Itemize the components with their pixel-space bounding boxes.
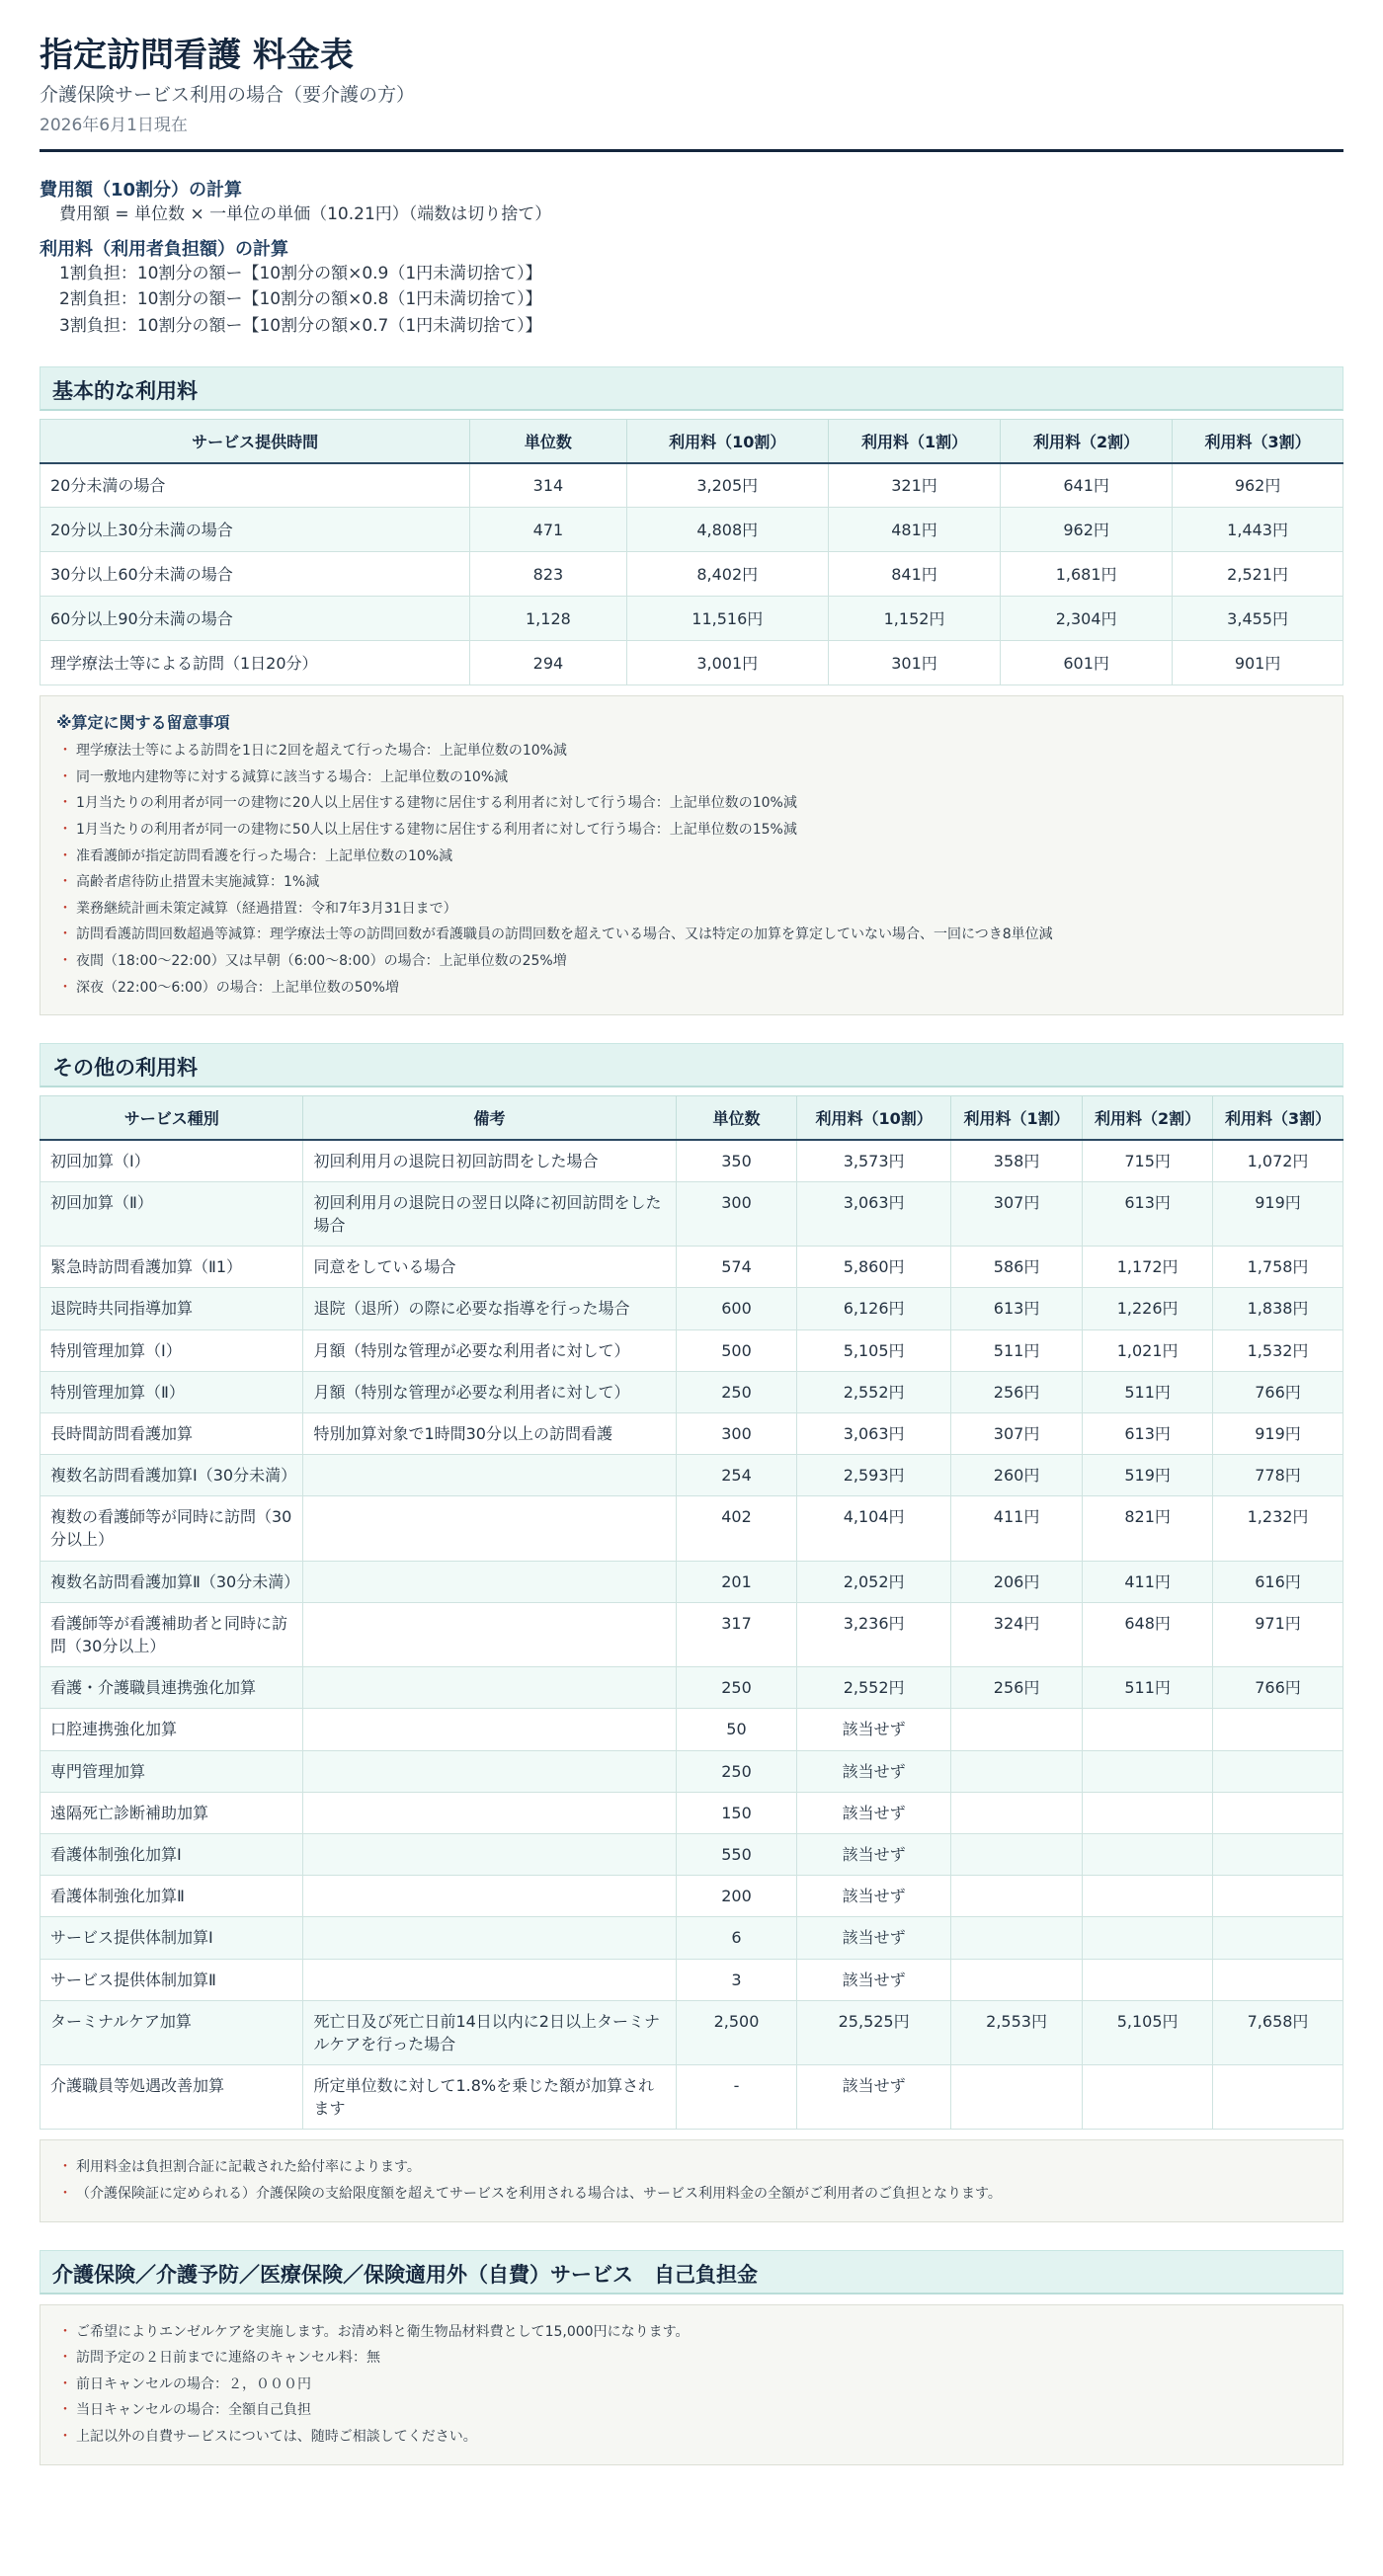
table-cell: 307円 <box>950 1412 1082 1454</box>
column-header: 利用料（1割） <box>828 420 1000 463</box>
list-item: ・ 1月当たりの利用者が同一の建物に20人以上居住する建物に居住する利用者に対して行う場合：上記単位数の10%減 <box>56 790 1327 817</box>
table-cell: 該当せず <box>797 1792 951 1833</box>
column-header: 備考 <box>303 1096 676 1140</box>
table-cell: 481円 <box>828 508 1000 552</box>
table-cell: 250 <box>676 1667 797 1709</box>
list-item: ・ 当日キャンセルの場合：全額自己負担 <box>56 2397 1327 2424</box>
table-cell <box>1213 1792 1343 1833</box>
table-cell: 613円 <box>950 1288 1082 1329</box>
table-row <box>41 1455 1343 1496</box>
table-cell: 複数名訪問看護加算Ⅰ（30分未満） <box>41 1455 303 1496</box>
table-cell: 1,072円 <box>1213 1140 1343 1182</box>
table-cell <box>303 1602 676 1666</box>
table-cell: 同意をしている場合 <box>303 1247 676 1288</box>
table-cell: 3,063円 <box>797 1181 951 1246</box>
table-cell: 294 <box>470 641 626 685</box>
table-cell: 該当せず <box>797 1750 951 1792</box>
table-cell: 4,104円 <box>797 1496 951 1561</box>
table-cell: 理学療法士等による訪問（1日20分） <box>41 641 470 685</box>
table-cell: 1,128 <box>470 597 626 641</box>
table-cell <box>1083 1876 1213 1917</box>
table-row <box>41 1247 1343 1288</box>
table-cell: 511円 <box>1083 1371 1213 1412</box>
table-cell: 778円 <box>1213 1455 1343 1496</box>
table-cell: 301円 <box>828 641 1000 685</box>
table-cell: 看護師等が看護補助者と同時に訪問（30分以上） <box>41 1602 303 1666</box>
table-cell <box>1083 1959 1213 2000</box>
column-header: 利用料（1割） <box>950 1096 1082 1140</box>
column-header: サービス種別 <box>41 1096 303 1140</box>
table-cell: 1,232円 <box>1213 1496 1343 1561</box>
table-cell: 256円 <box>950 1371 1082 1412</box>
table-cell: 2,552円 <box>797 1371 951 1412</box>
column-header: 利用料（10割） <box>626 420 828 463</box>
table-row <box>41 2065 1343 2130</box>
table-row <box>41 641 1343 685</box>
self-pay-heading: 介護保険／介護予防／医療保険／保険適用外（自費）サービス 自己負担金 <box>40 2250 1343 2294</box>
table-cell: 321円 <box>828 463 1000 508</box>
table-cell: 退院時共同指導加算 <box>41 1288 303 1329</box>
table-cell: 20分未満の場合 <box>41 463 470 508</box>
effective-date: 2026年6月1日現在 <box>40 115 188 135</box>
table-cell: 260円 <box>950 1455 1082 1496</box>
table-row <box>41 1959 1343 2000</box>
notes-title: ※算定に関する留意事項 <box>56 713 230 733</box>
list-item: ・ 深夜（22:00〜6:00）の場合：上記単位数の50%増 <box>56 975 1327 1002</box>
table-cell: 初回利用月の退院日の翌日以降に初回訪問をした場合 <box>303 1181 676 1246</box>
table-cell: 看護体制強化加算Ⅰ <box>41 1833 303 1875</box>
table-cell: 6,126円 <box>797 1288 951 1329</box>
table-cell: 2,553円 <box>950 2000 1082 2064</box>
table-cell: 613円 <box>1083 1412 1213 1454</box>
table-cell: 1,226円 <box>1083 1288 1213 1329</box>
table-row <box>41 1329 1343 1371</box>
table-row <box>41 1140 1343 1182</box>
calculation-notes <box>40 695 1343 1015</box>
list-item: ・ 理学療法士等による訪問を1日に2回を超えて行った場合：上記単位数の10%減 <box>56 738 1327 765</box>
table-cell: 613円 <box>1083 1181 1213 1246</box>
table-cell: 長時間訪問看護加算 <box>41 1412 303 1454</box>
table-cell: 715円 <box>1083 1140 1213 1182</box>
table-cell: 254 <box>676 1455 797 1496</box>
table-row <box>41 1496 1343 1561</box>
table-cell: 3,573円 <box>797 1140 951 1182</box>
table-cell: 1,758円 <box>1213 1247 1343 1288</box>
table-cell: 60分以上90分未満の場合 <box>41 597 470 641</box>
list-item: ・ 1月当たりの利用者が同一の建物に50人以上居住する建物に居住する利用者に対して行う場合：上記単位数の15%減 <box>56 817 1327 844</box>
column-header: 利用料（10割） <box>797 1096 951 1140</box>
table-cell: 3,063円 <box>797 1412 951 1454</box>
table-cell <box>1213 1917 1343 1959</box>
table-cell <box>303 1709 676 1750</box>
table-cell: 402 <box>676 1496 797 1561</box>
title-divider <box>40 149 1343 152</box>
table-cell: 1,443円 <box>1173 508 1343 552</box>
table-cell: 11,516円 <box>626 597 828 641</box>
table-cell: 471 <box>470 508 626 552</box>
table-cell: 317 <box>676 1602 797 1666</box>
table-cell: 2,521円 <box>1173 552 1343 597</box>
table-cell <box>1083 1709 1213 1750</box>
table-cell <box>1213 1709 1343 1750</box>
list-item: ・ 訪問予定の２日前までに連絡のキャンセル料：無 <box>56 2345 1327 2372</box>
table-cell <box>1083 1917 1213 1959</box>
cost-calc-formula: 費用額 = 単位数 × 一単位の単価（10.21円）（端数は切り捨て） <box>59 203 552 224</box>
table-cell: 5,105円 <box>797 1329 951 1371</box>
table-cell: 300 <box>676 1181 797 1246</box>
table-cell <box>1213 1833 1343 1875</box>
column-header: 利用料（2割） <box>1001 420 1173 463</box>
table-row <box>41 1917 1343 1959</box>
table-row <box>41 508 1343 552</box>
table-cell <box>1083 1750 1213 1792</box>
table-cell: 250 <box>676 1371 797 1412</box>
column-header: 利用料（2割） <box>1083 1096 1213 1140</box>
table-cell: 519円 <box>1083 1455 1213 1496</box>
table-cell: 350 <box>676 1140 797 1182</box>
page-title: 指定訪問看護 料金表 <box>40 36 354 75</box>
table-cell: 初回利用月の退院日初回訪問をした場合 <box>303 1140 676 1182</box>
table-cell: 初回加算（Ⅱ） <box>41 1181 303 1246</box>
table-cell: 511円 <box>1083 1667 1213 1709</box>
table-row <box>41 1833 1343 1875</box>
table-row <box>41 463 1343 508</box>
user-charge-calculation <box>40 235 1343 339</box>
basic-fee-table <box>40 419 1343 685</box>
table-cell <box>950 2065 1082 2130</box>
table-cell <box>303 1792 676 1833</box>
column-header: 利用料（3割） <box>1173 420 1343 463</box>
table-cell: 766円 <box>1213 1371 1343 1412</box>
table-cell: 該当せず <box>797 2065 951 2130</box>
table-cell: 962円 <box>1001 508 1173 552</box>
table-row <box>41 1667 1343 1709</box>
table-cell: 1,172円 <box>1083 1247 1213 1288</box>
table-cell <box>1213 1876 1343 1917</box>
column-header: 利用料（3割） <box>1213 1096 1343 1140</box>
table-cell: 971円 <box>1213 1602 1343 1666</box>
table-cell <box>1083 1792 1213 1833</box>
table-cell <box>303 1833 676 1875</box>
table-cell: - <box>676 2065 797 2130</box>
table-cell: 特別加算対象で1時間30分以上の訪問看護 <box>303 1412 676 1454</box>
table-cell: 所定単位数に対して1.8%を乗じた額が加算されます <box>303 2065 676 2130</box>
table-cell: 766円 <box>1213 1667 1343 1709</box>
table-row <box>41 1371 1343 1412</box>
table-cell: 1,838円 <box>1213 1288 1343 1329</box>
doc-header <box>40 36 1343 152</box>
column-header: サービス提供時間 <box>41 420 470 463</box>
table-cell: 206円 <box>950 1561 1082 1602</box>
table-row <box>41 1602 1343 1666</box>
table-cell: 574 <box>676 1247 797 1288</box>
table-cell: 616円 <box>1213 1561 1343 1602</box>
user-calc-heading: 利用料（利用者負担額）の計算 <box>40 239 288 261</box>
table-cell: 30分以上60分未満の場合 <box>41 552 470 597</box>
list-item: ・ 夜間（18:00〜22:00）又は早朝（6:00〜8:00）の場合：上記単位数の25%増 <box>56 948 1327 975</box>
user-calc-line-1: 1割負担：10割分の額ー【10割分の額×0.9（1円未満切捨て）】 <box>59 264 542 284</box>
table-cell: 3 <box>676 1959 797 2000</box>
table-row <box>41 1792 1343 1833</box>
table-cell <box>950 1917 1082 1959</box>
table-cell: 1,681円 <box>1001 552 1173 597</box>
table-cell <box>303 1561 676 1602</box>
table-cell: 1,532円 <box>1213 1329 1343 1371</box>
table-cell: 641円 <box>1001 463 1173 508</box>
table-cell: 648円 <box>1083 1602 1213 1666</box>
table-cell: 256円 <box>950 1667 1082 1709</box>
table-cell: 50 <box>676 1709 797 1750</box>
table-cell <box>1213 1959 1343 2000</box>
table-cell: 8,402円 <box>626 552 828 597</box>
user-calc-line-2: 2割負担：10割分の額ー【10割分の額×0.8（1円未満切捨て）】 <box>59 289 542 310</box>
table-cell: 411円 <box>950 1496 1082 1561</box>
table-cell: 200 <box>676 1876 797 1917</box>
list-item: ・ 同一敷地内建物等に対する減算に該当する場合：上記単位数の10%減 <box>56 765 1327 791</box>
table-cell: 該当せず <box>797 1917 951 1959</box>
table-cell: 324円 <box>950 1602 1082 1666</box>
table-cell: 201 <box>676 1561 797 1602</box>
list-item: ・ 利用料金は負担割合証に記載された給付率によります。 <box>56 2154 1327 2181</box>
table-cell <box>950 1750 1082 1792</box>
table-cell: サービス提供体制加算Ⅱ <box>41 1959 303 2000</box>
table-cell: 2,304円 <box>1001 597 1173 641</box>
table-cell <box>1213 2065 1343 2130</box>
table-row <box>41 552 1343 597</box>
table-cell: 962円 <box>1173 463 1343 508</box>
table-cell: 5,860円 <box>797 1247 951 1288</box>
table-row <box>41 1412 1343 1454</box>
table-cell: 月額（特別な管理が必要な利用者に対して） <box>303 1329 676 1371</box>
self-pay-notes <box>40 2304 1343 2465</box>
table-cell: 退院（退所）の際に必要な指導を行った場合 <box>303 1288 676 1329</box>
table-cell: 500 <box>676 1329 797 1371</box>
list-item: ・ 高齢者虐待防止措置未実施減算：1%減 <box>56 869 1327 896</box>
table-row <box>41 1561 1343 1602</box>
table-cell: 3,205円 <box>626 463 828 508</box>
table-cell: 358円 <box>950 1140 1082 1182</box>
cost-calc-heading: 費用額（10割分）の計算 <box>40 179 243 201</box>
table-cell <box>1083 2065 1213 2130</box>
table-cell: 4,808円 <box>626 508 828 552</box>
table-cell: 919円 <box>1213 1181 1343 1246</box>
list-item: ・ 業務継続計画未策定減算（経過措置：令和7年3月31日まで） <box>56 896 1327 923</box>
table-cell: 586円 <box>950 1247 1082 1288</box>
table-cell <box>303 1917 676 1959</box>
table-cell <box>950 1959 1082 2000</box>
cost-calculation <box>40 176 1343 227</box>
table-cell <box>950 1876 1082 1917</box>
table-cell: 特別管理加算（Ⅱ） <box>41 1371 303 1412</box>
table-cell <box>303 1876 676 1917</box>
list-item: ・ 上記以外の自費サービスについては、随時ご相談してください。 <box>56 2424 1327 2451</box>
table-cell: 複数の看護師等が同時に訪問（30分以上） <box>41 1496 303 1561</box>
table-cell <box>303 1959 676 2000</box>
table-cell: 複数名訪問看護加算Ⅱ（30分未満） <box>41 1561 303 1602</box>
table-cell: 550 <box>676 1833 797 1875</box>
table-cell: 314 <box>470 463 626 508</box>
table-cell: 該当せず <box>797 1833 951 1875</box>
table-cell: 専門管理加算 <box>41 1750 303 1792</box>
table-row <box>41 1288 1343 1329</box>
table-cell: 307円 <box>950 1181 1082 1246</box>
table-cell: 250 <box>676 1750 797 1792</box>
list-item: ・ 訪問看護訪問回数超過等減算：理学療法士等の訪問回数が看護職員の訪問回数を超えている場合、又は特定の加算を算定していない場合、一回につき8単位減 <box>56 922 1327 948</box>
table-cell <box>303 1455 676 1496</box>
table-cell: 821円 <box>1083 1496 1213 1561</box>
other-notes-list <box>56 2154 1327 2207</box>
table-cell: 該当せず <box>797 1709 951 1750</box>
table-cell: 511円 <box>950 1329 1082 1371</box>
table-cell: 2,552円 <box>797 1667 951 1709</box>
table-cell: 該当せず <box>797 1959 951 2000</box>
list-item: ・ （介護保険証に定められる）介護保険の支給限度額を超えてサービスを利用される場合は、サービス利用料金の全額がご利用者のご負担となります。 <box>56 2181 1327 2208</box>
self-pay-list <box>56 2319 1327 2451</box>
table-cell: 901円 <box>1173 641 1343 685</box>
table-cell: 919円 <box>1213 1412 1343 1454</box>
table-cell: 1,021円 <box>1083 1329 1213 1371</box>
table-row <box>41 1876 1343 1917</box>
table-cell: 300 <box>676 1412 797 1454</box>
table-cell: 月額（特別な管理が必要な利用者に対して） <box>303 1371 676 1412</box>
table-cell: 411円 <box>1083 1561 1213 1602</box>
table-cell: 5,105円 <box>1083 2000 1213 2064</box>
table-cell: 150 <box>676 1792 797 1833</box>
table-cell: サービス提供体制加算Ⅰ <box>41 1917 303 1959</box>
table-cell: 1,152円 <box>828 597 1000 641</box>
table-cell <box>950 1833 1082 1875</box>
table-cell <box>303 1750 676 1792</box>
notes-list <box>56 738 1327 1001</box>
table-cell: ターミナルケア加算 <box>41 2000 303 2064</box>
table-cell: 2,052円 <box>797 1561 951 1602</box>
table-cell: 看護体制強化加算Ⅱ <box>41 1876 303 1917</box>
table-cell: 25,525円 <box>797 2000 951 2064</box>
column-header: 単位数 <box>470 420 626 463</box>
table-row <box>41 1181 1343 1246</box>
table-cell: 死亡日及び死亡日前14日以内に2日以上ターミナルケアを行った場合 <box>303 2000 676 2064</box>
table-cell: 3,236円 <box>797 1602 951 1666</box>
table-cell: 介護職員等処遇改善加算 <box>41 2065 303 2130</box>
table-cell <box>303 1496 676 1561</box>
table-cell: 3,455円 <box>1173 597 1343 641</box>
table-cell: 遠隔死亡診断補助加算 <box>41 1792 303 1833</box>
other-fee-heading: その他の利用料 <box>40 1043 1343 1087</box>
table-cell <box>950 1709 1082 1750</box>
table-cell: 緊急時訪問看護加算（Ⅱ1） <box>41 1247 303 1288</box>
table-cell: 823 <box>470 552 626 597</box>
table-row <box>41 1709 1343 1750</box>
table-cell: 841円 <box>828 552 1000 597</box>
basic-fee-heading: 基本的な利用料 <box>40 366 1343 411</box>
table-cell <box>1083 1833 1213 1875</box>
table-cell: 2,500 <box>676 2000 797 2064</box>
table-cell: 6 <box>676 1917 797 1959</box>
table-cell: 該当せず <box>797 1876 951 1917</box>
list-item: ・ ご希望によりエンゼルケアを実施します。お清め料と衛生物品材料費として15,000円になります。 <box>56 2319 1327 2346</box>
list-item: ・ 前日キャンセルの場合：２，０００円 <box>56 2372 1327 2398</box>
page-subtitle: 介護保険サービス利用の場合（要介護の方） <box>40 83 416 106</box>
table-row <box>41 597 1343 641</box>
table-row <box>41 1750 1343 1792</box>
column-header: 単位数 <box>676 1096 797 1140</box>
table-cell: 600 <box>676 1288 797 1329</box>
user-calc-line-3: 3割負担：10割分の額ー【10割分の額×0.7（1円未満切捨て）】 <box>59 315 542 336</box>
table-cell: 2,593円 <box>797 1455 951 1496</box>
table-cell: 3,001円 <box>626 641 828 685</box>
table-cell: 7,658円 <box>1213 2000 1343 2064</box>
table-cell: 601円 <box>1001 641 1173 685</box>
table-cell: 口腔連携強化加算 <box>41 1709 303 1750</box>
table-cell <box>1213 1750 1343 1792</box>
table-cell <box>950 1792 1082 1833</box>
table-cell: 特別管理加算（Ⅰ） <box>41 1329 303 1371</box>
list-item: ・ 准看護師が指定訪問看護を行った場合：上記単位数の10%減 <box>56 844 1327 870</box>
table-row <box>41 2000 1343 2064</box>
table-cell: 看護・介護職員連携強化加算 <box>41 1667 303 1709</box>
other-fee-notes <box>40 2139 1343 2221</box>
table-cell <box>303 1667 676 1709</box>
other-fee-table <box>40 1095 1343 2130</box>
table-cell: 初回加算（Ⅰ） <box>41 1140 303 1182</box>
table-cell: 20分以上30分未満の場合 <box>41 508 470 552</box>
